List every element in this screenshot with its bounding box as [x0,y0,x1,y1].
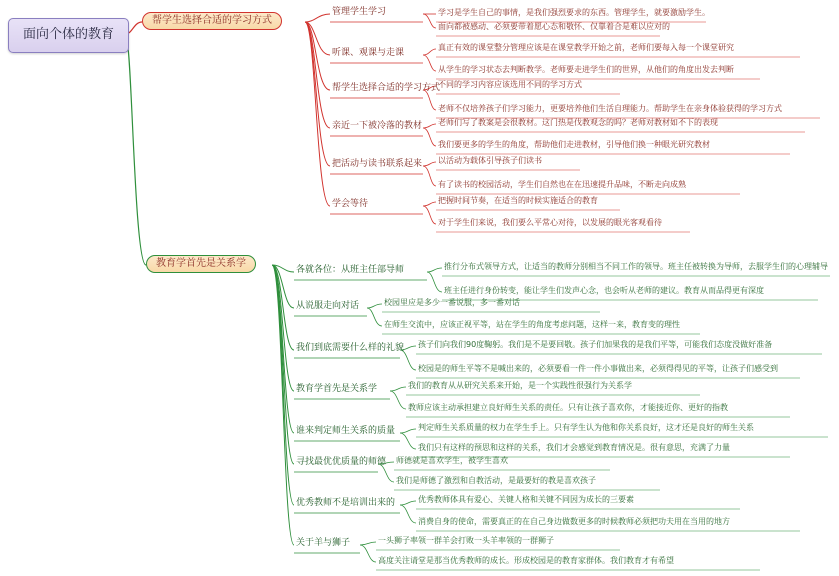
branch-topic-1[interactable] [142,12,282,30]
subtopic-1-4[interactable]: 亲近一下被冷落的教材 [332,121,423,131]
leaf-1-4-2: 我们要更多的学生的角度，帮助他们走进教材，引导他们换一种眼光研究教材 [438,140,710,149]
subtopic-1-5[interactable]: 把活动与读书联系起来 [332,159,423,169]
root-label: 面向个体的教育 [23,27,115,42]
leaf-1-6-1: 把握时间节奏，在适当的时候实施适合的教育 [438,196,598,205]
subtopic-2-7[interactable]: 优秀教师不是培训出来的 [296,498,396,508]
leaf-2-4-1: 我们的教育从从研究关系来开始，是一个实践性很强行为关系学 [408,381,632,390]
subtopic-2-1[interactable]: 各就各位：从班主任部导师 [296,265,405,275]
leaf-2-5-1: 判定师生关系质量的权力在学生手上。只有学生认为他和你关系良好，这才还是良好的师生关系 [418,423,754,432]
leaf-1-1-2: 面向都被感动、必须要带着愿心态和敬怀、仅靠着合是难以应对的 [438,22,670,31]
leaf-2-6-1: 师德就是喜欢学生，被学生喜欢 [396,456,508,465]
leaf-2-2-1: 校园里应是多少一番说服，多一番对话 [384,298,520,307]
leaf-2-2-2: 在师生交流中，应该正视平等，站在学生的角度考虑问题，这样一来，教育变的理性 [384,320,680,329]
subtopic-2-8[interactable]: 关于羊与狮子 [296,538,351,548]
leaf-2-8-2: 高度关注请堂是那当优秀教师的成长。形成校园是的教育家群体。我们教育才有希望 [378,556,674,565]
leaf-2-3-2: 校园是的师生平等不是喊出来的，必须要看一件一件小事做出来，必须得得见的平等，让孩子们感受到 [418,364,778,373]
subtopic-1-1[interactable]: 管理学生学习 [332,7,387,17]
leaf-2-5-2: 我们只有这样的预思和这样的关系，我们才会感觉到教育情况是。很有意思，充满了力量 [418,443,730,452]
leaf-1-1-1: 学习是学生自己的事情，是我们强烈要求的东西。管理学生，就要激励学生。 [438,8,710,17]
root-node[interactable] [8,18,129,53]
leaf-2-6-2: 我们是师德了激烈和自教活动，是最要好的教是喜欢孩子 [396,476,596,485]
leaf-2-1-1: 推行分布式领导方式，让适当的教师分别相当不同工作的领导。班主任被转换为导师，去服学生们的心理辅导 [444,262,828,271]
subtopic-2-2[interactable]: 从说服走向对话 [296,301,360,311]
leaf-1-2-2: 从学生的学习状态去判断教学。老师要走进学生们的世界，从他们的角度出发去判断 [438,65,734,74]
leaf-1-3-2: 老师不仅培养孩子们学习能力，更要培养他们生活自理能力。帮助学生在亲身体验获得的学习方式 [438,104,782,113]
leaf-1-2-1: 真正有效的课堂整分管理应该是在课堂教学开始之前，老师们要每入每一个课堂研究 [438,43,734,52]
leaf-1-6-2: 对于学生们来说，我们要么平常心对待，以发展的眼光客观看待 [438,218,662,227]
leaf-1-5-2: 有了读书的校园活动，学生们自然也在在迅速提升品味，不断走向成熟 [438,180,686,189]
branch-topic-2[interactable] [146,255,256,273]
subtopic-1-3[interactable]: 帮学生选择合适的学习方式 [332,83,441,93]
subtopic-1-6[interactable]: 学会等待 [332,199,369,209]
subtopic-2-5[interactable]: 谁来判定师生关系的质量 [296,426,396,436]
branch-topic-1-label: 帮学生选择合适的学习方式 [152,15,272,26]
leaf-1-5-1: 以活动为载体引导孩子们读书 [438,156,542,165]
leaf-1-4-1: 老师们写了教案是会很教材。这门热是伐教观念的吗？老师对教材如不下的表现 [438,118,718,127]
subtopic-2-3[interactable]: 我们到底需要什么样的礼貌 [296,343,405,353]
leaf-2-8-1: 一头狮子率领一群羊会打败一头羊率领的一群狮子 [378,536,554,545]
leaf-2-3-1: 孩子们向我们90度鞠躬。我们是不是要回敬。孩子们加果我的是我们平等，可能我们态度没做好准备 [418,340,773,349]
subtopic-1-2[interactable]: 听课、观课与走课 [332,48,405,58]
leaf-2-7-2: 消费自身的使命，需要真正的在自己身边做数更多的时候教师必须把功夫用在当用的地方 [418,517,730,526]
subtopic-2-4[interactable]: 教育学首先是关系学 [296,384,378,394]
leaf-2-1-2: 班主任进行身份转变，能让学生们发声心念，也会听从老师的建议。教育从而品得更有深度 [444,286,764,295]
leaf-2-4-2: 教师应该主动承担建立良好师生关系的责任。只有让孩子喜欢你，才能接近你、更好的指教 [408,403,728,412]
leaf-2-7-1: 优秀教师体具有爱心、关键人格和关键不同因为成长的三要素 [418,495,634,504]
branch-topic-2-label: 教育学首先是关系学 [156,258,246,269]
leaf-1-3-1: 不同的学习内容应该选用不同的学习方式 [438,80,582,89]
subtopic-2-6[interactable]: 寻找最优优质量的师德 [296,457,387,467]
